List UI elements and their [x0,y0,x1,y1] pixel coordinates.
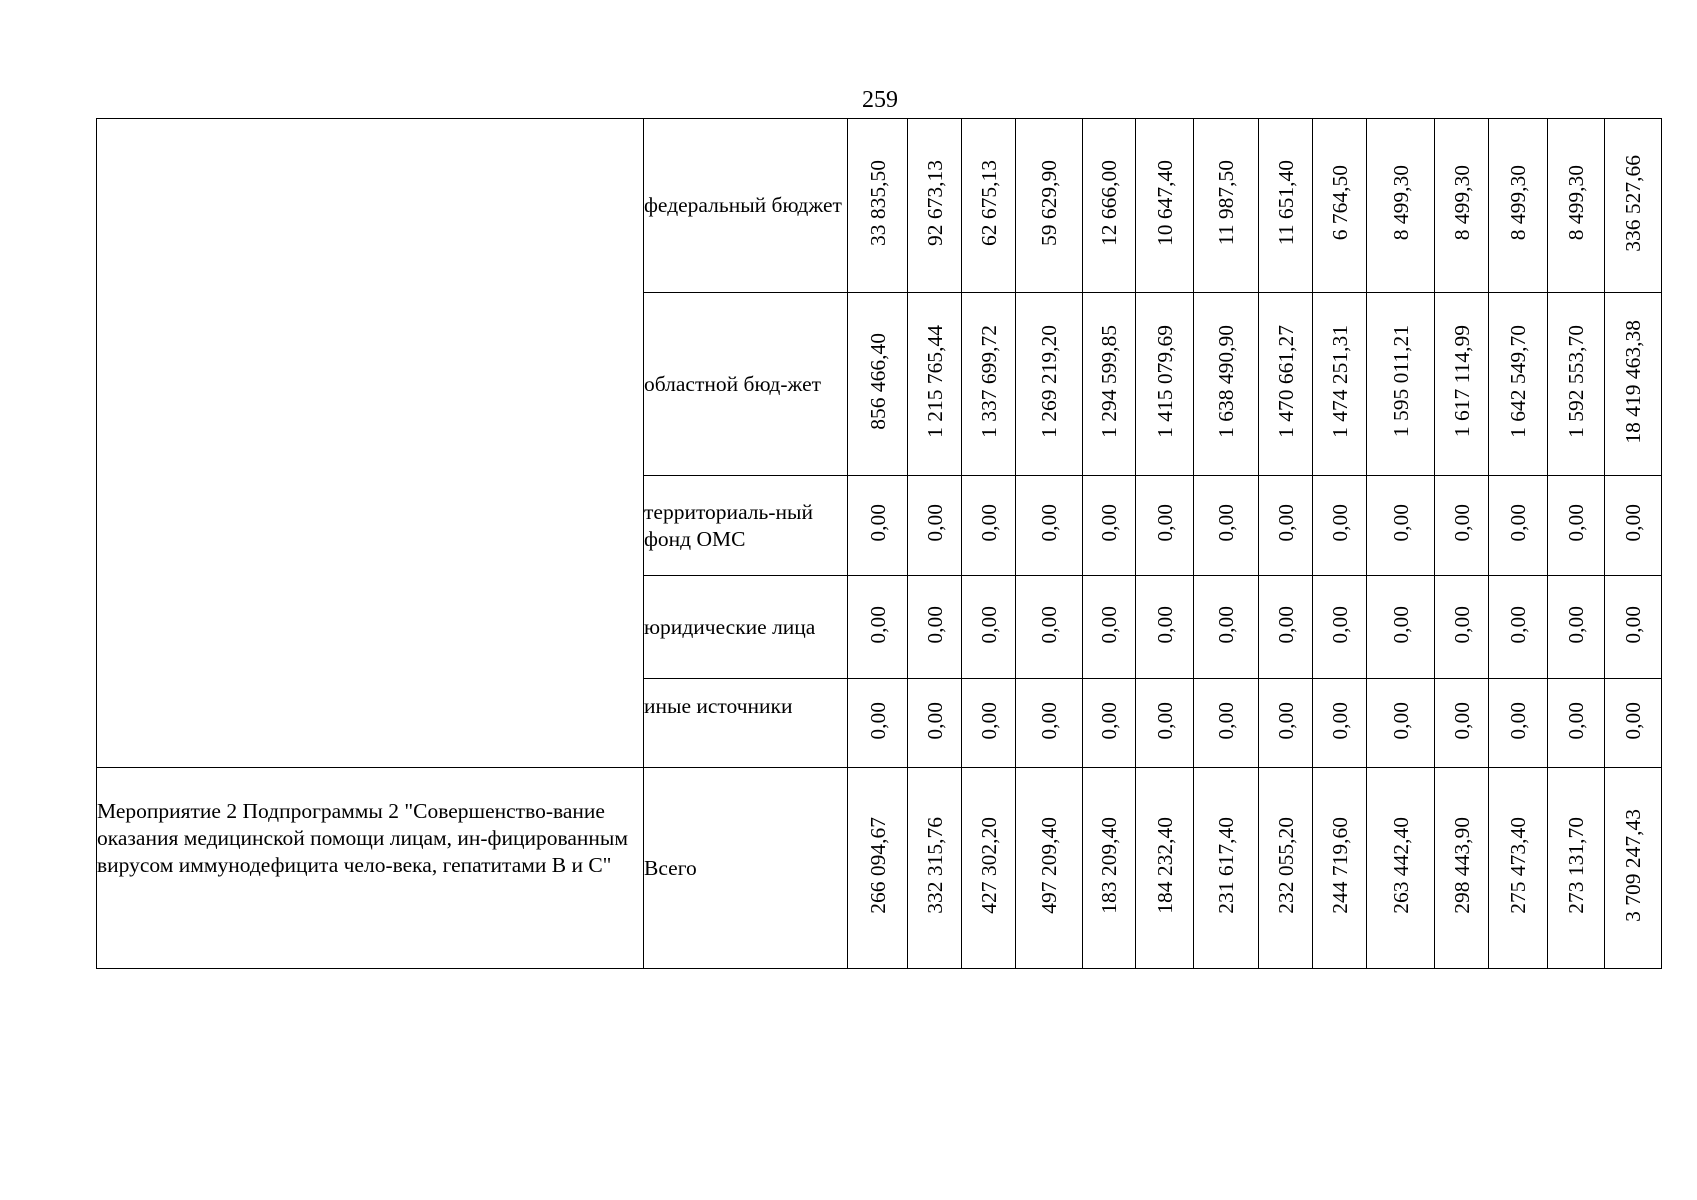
value-cell [908,679,962,768]
funding-source-label: юридические лица [644,614,816,639]
value-cell [1194,293,1259,476]
value-cell [1016,476,1083,576]
value-cell [1367,679,1435,768]
activity-name: Мероприятие 2 Подпрограммы 2 "Совершенство-вание оказания медицинской помощи лицам, ин-фицированным вирусом иммунодефицита чело-века, гепатитами В и С" [97,799,628,877]
value-text: 11 651,40 [1273,160,1298,246]
value-text: 1 617 114,99 [1449,325,1474,438]
value-cell [1016,293,1083,476]
value-cell [1259,293,1313,476]
value-cell [962,476,1016,576]
value-text: 0,00 [1621,504,1645,542]
value-cell [1313,293,1367,476]
value-cell [1548,293,1605,476]
value-cell [1136,576,1194,679]
funding-source-cell [644,476,848,576]
value-text: 1 269 219,20 [1037,325,1061,438]
value-cell [908,476,962,576]
value-text: 0,00 [1506,605,1530,644]
value-cell [1489,679,1548,768]
value-cell [962,768,1016,969]
value-text: 427 302,20 [976,817,1001,914]
value-cell [848,119,908,293]
value-cell [1259,768,1313,969]
value-cell [908,119,962,293]
value-text: 232 055,20 [1273,817,1298,914]
value-cell [1259,476,1313,576]
value-cell [1083,293,1136,476]
table-row [97,119,1662,293]
value-text: 8 499,30 [1388,165,1413,241]
value-cell [1259,576,1313,679]
funding-source-cell [644,768,848,969]
value-cell [1136,679,1194,768]
value-text: 1 215 765,44 [922,325,947,438]
value-cell [1605,293,1662,476]
budget-table [96,118,1662,969]
value-text: 3 709 247,43 [1621,809,1645,922]
value-cell [1083,576,1136,679]
value-cell [1313,576,1367,679]
value-text: 0,00 [865,605,890,644]
value-cell [848,679,908,768]
value-cell [1313,119,1367,293]
value-text: 18 419 463,38 [1621,319,1645,444]
value-text: 263 442,40 [1388,817,1413,914]
value-text: 266 094,67 [865,817,890,914]
table-row [97,768,1662,969]
value-text: 0,00 [1097,701,1121,740]
value-text: 0,00 [976,605,1001,644]
value-text: 0,00 [1273,504,1298,542]
value-text: 1 470 661,27 [1273,325,1298,438]
value-text: 0,00 [1152,504,1177,542]
value-text: 0,00 [1327,504,1352,542]
value-cell [1367,768,1435,969]
funding-source-cell [644,119,848,293]
value-text: 298 443,90 [1449,817,1474,914]
value-text: 0,00 [1037,504,1061,542]
value-text: 0,00 [922,504,947,542]
value-text: 8 499,30 [1506,165,1530,241]
value-text: 1 638 490,90 [1214,325,1238,438]
value-text: 0,00 [976,701,1001,740]
value-text: 183 209,40 [1097,817,1121,914]
value-cell [962,293,1016,476]
value-text: 0,00 [1214,605,1238,644]
activity-cell-empty [97,119,644,768]
value-cell [1194,476,1259,576]
value-cell [1367,119,1435,293]
value-cell [908,768,962,969]
value-text: 336 527,66 [1621,154,1645,252]
value-cell [1435,476,1489,576]
value-cell [1489,476,1548,576]
value-text: 0,00 [976,504,1001,542]
value-text: 59 629,90 [1037,160,1061,246]
funding-source-label: Всего [644,855,697,880]
value-text: 0,00 [1449,605,1474,644]
value-text: 1 415 079,69 [1152,325,1177,438]
value-cell [1548,119,1605,293]
value-text: 0,00 [1449,504,1474,542]
value-text: 0,00 [1621,701,1645,740]
value-cell [1194,119,1259,293]
funding-source-cell [644,679,848,768]
value-text: 0,00 [865,701,890,740]
value-cell [1083,119,1136,293]
value-text: 275 473,40 [1506,817,1530,914]
value-cell [1016,679,1083,768]
value-cell [1605,576,1662,679]
value-text: 0,00 [1564,701,1588,740]
value-cell [1548,768,1605,969]
page-number: 259 [862,87,898,113]
value-cell [1136,119,1194,293]
value-text: 0,00 [1449,701,1474,740]
funding-source-cell [644,293,848,476]
value-text: 0,00 [922,605,947,644]
funding-source-label: федеральный бюджет [644,193,842,217]
value-cell [1605,768,1662,969]
value-text: 1 592 553,70 [1564,325,1588,438]
value-cell [1548,476,1605,576]
value-cell [1259,119,1313,293]
value-text: 12 666,00 [1097,160,1121,246]
value-cell [1313,768,1367,969]
value-text: 1 294 599,85 [1097,325,1121,438]
value-text: 0,00 [1506,701,1530,740]
value-cell [1194,768,1259,969]
value-text: 10 647,40 [1152,160,1177,246]
value-cell [1435,768,1489,969]
funding-source-label: территориаль-ный фонд ОМС [644,499,813,551]
value-text: 0,00 [1152,605,1177,644]
value-cell [1548,679,1605,768]
value-text: 0,00 [1037,605,1061,644]
value-text: 0,00 [1564,504,1588,542]
value-text: 11 987,50 [1214,160,1238,246]
value-cell [1136,768,1194,969]
value-cell [1367,293,1435,476]
value-text: 0,00 [1388,701,1413,740]
value-cell [1489,768,1548,969]
value-cell [1136,293,1194,476]
value-text: 33 835,50 [865,160,890,246]
value-text: 0,00 [1097,605,1121,644]
value-text: 62 675,13 [976,160,1001,246]
value-text: 0,00 [1327,701,1352,740]
value-cell [1016,576,1083,679]
value-text: 1 337 699,72 [976,325,1001,438]
value-text: 0,00 [1214,504,1238,542]
value-text: 856 466,40 [865,333,890,430]
value-cell [1489,119,1548,293]
value-cell [1136,476,1194,576]
funding-source-label: областной бюд-жет [644,371,822,396]
value-cell [848,768,908,969]
value-text: 0,00 [1564,605,1588,644]
value-cell [1435,293,1489,476]
value-text: 244 719,60 [1327,817,1352,914]
value-text: 8 499,30 [1449,165,1474,241]
value-text: 0,00 [865,504,890,542]
value-text: 231 617,40 [1214,817,1238,914]
value-cell [1083,679,1136,768]
value-text: 0,00 [1037,701,1061,740]
value-text: 0,00 [1273,605,1298,644]
value-cell [962,119,1016,293]
value-text: 0,00 [1621,605,1645,644]
value-text: 0,00 [1097,504,1121,542]
value-cell [848,576,908,679]
value-cell [1194,576,1259,679]
value-text: 273 131,70 [1564,817,1588,914]
value-text: 1 642 549,70 [1506,325,1530,438]
value-text: 8 499,30 [1564,165,1588,241]
value-text: 0,00 [1388,504,1413,542]
value-cell [1435,119,1489,293]
value-cell [962,576,1016,679]
value-cell [1605,476,1662,576]
value-cell [1605,119,1662,293]
value-cell [1016,119,1083,293]
value-text: 332 315,76 [922,817,947,914]
value-cell [1083,768,1136,969]
value-text: 0,00 [1273,701,1298,740]
value-text: 0,00 [1152,701,1177,740]
funding-source-label: иные источники [644,694,793,718]
value-cell [1367,576,1435,679]
value-cell [1367,476,1435,576]
value-text: 0,00 [1327,605,1352,644]
value-text: 0,00 [1506,504,1530,542]
value-text: 0,00 [922,701,947,740]
value-cell [908,293,962,476]
value-cell [1313,679,1367,768]
value-cell [1194,679,1259,768]
value-cell [962,679,1016,768]
value-cell [1259,679,1313,768]
value-cell [848,476,908,576]
activity-cell [97,768,644,969]
value-text: 6 764,50 [1327,165,1352,241]
value-cell [1548,576,1605,679]
value-text: 184 232,40 [1152,817,1177,914]
funding-source-cell [644,576,848,679]
value-cell [1016,768,1083,969]
value-cell [1313,476,1367,576]
value-cell [1435,576,1489,679]
value-text: 92 673,13 [922,160,947,246]
value-text: 1 595 011,21 [1388,325,1413,438]
value-text: 0,00 [1388,605,1413,644]
value-cell [1083,476,1136,576]
value-cell [848,293,908,476]
value-text: 1 474 251,31 [1327,325,1352,438]
value-cell [1605,679,1662,768]
value-text: 0,00 [1214,701,1238,740]
value-cell [908,576,962,679]
value-cell [1489,293,1548,476]
value-text: 497 209,40 [1037,817,1061,914]
value-cell [1435,679,1489,768]
budget-table-body [97,119,1662,969]
value-cell [1489,576,1548,679]
